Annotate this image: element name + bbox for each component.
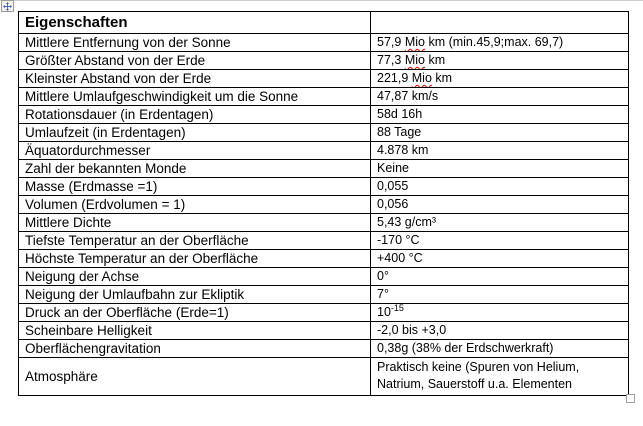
property-value-text: Praktisch keine (Spuren von Helium, (377, 360, 580, 374)
property-value-cell[interactable] (371, 106, 629, 124)
property-value-cell[interactable] (371, 358, 629, 396)
property-label: Mittlere Umlaufgeschwindigkeit um die Sonne (25, 89, 299, 104)
property-value-cell[interactable] (371, 52, 629, 70)
property-value-text: 58d 16h (377, 107, 423, 121)
property-value-text: -2,0 bis +3,0 (377, 323, 447, 337)
table-header-row (19, 12, 629, 34)
property-label-cell[interactable] (19, 196, 371, 214)
property-label-cell[interactable] (19, 160, 371, 178)
property-label: Volumen (Erdvolumen = 1) (25, 197, 186, 212)
table-resize-handle[interactable] (626, 394, 635, 403)
table-row (19, 250, 629, 268)
property-value-cell[interactable] (371, 34, 629, 52)
property-value-text: km (424, 53, 446, 67)
property-value-text: +400 °C (377, 251, 423, 265)
property-value-cell[interactable] (371, 142, 629, 160)
property-value-text: 0° (377, 269, 389, 283)
property-value-text: -15 (390, 303, 404, 313)
table-row (19, 340, 629, 358)
property-value-text: 5,43 g/cm³ (377, 215, 437, 229)
property-value-cell[interactable] (371, 232, 629, 250)
property-value-cell[interactable] (371, 340, 629, 358)
page-top-edge (0, 0, 643, 1)
table-row (19, 232, 629, 250)
property-value-cell[interactable] (371, 322, 629, 340)
table-row (19, 124, 629, 142)
property-value-cell[interactable] (371, 214, 629, 232)
table-header-label: Eigenschaften (25, 14, 128, 31)
property-value-text: Natrium, Sauerstoff u.a. Elementen (377, 377, 573, 391)
property-label: Tiefste Temperatur an der Oberfläche (25, 233, 249, 248)
property-value-text: 221,9 (377, 71, 412, 85)
property-value-cell[interactable] (371, 178, 629, 196)
table-move-handle[interactable] (1, 0, 14, 12)
table-row (19, 178, 629, 196)
property-value-text: 10 (377, 305, 391, 319)
property-label: Neigung der Achse (25, 269, 140, 284)
property-label: Mittlere Entfernung von der Sonne (25, 35, 231, 50)
property-label-cell[interactable] (19, 322, 371, 340)
table-row (19, 70, 629, 88)
property-label: Umlaufzeit (in Erdentagen) (25, 125, 186, 140)
property-value-cell[interactable] (371, 196, 629, 214)
property-value-text: 57,9 (377, 35, 405, 49)
table-row (19, 358, 629, 396)
properties-table-body (19, 34, 629, 396)
property-label-cell[interactable] (19, 358, 371, 396)
property-label-cell[interactable] (19, 124, 371, 142)
property-value-text: 7° (377, 287, 389, 301)
table-row (19, 286, 629, 304)
properties-table-container (18, 11, 628, 396)
table-row (19, 142, 629, 160)
table-row (19, 214, 629, 232)
table-header-cell[interactable] (19, 12, 371, 34)
property-value-cell[interactable] (371, 88, 629, 106)
property-value-cell[interactable] (371, 124, 629, 142)
properties-table (18, 11, 629, 396)
property-value-cell[interactable] (371, 304, 629, 322)
property-label: Zahl der bekannten Monde (25, 161, 187, 176)
property-label: Höchste Temperatur an der Oberfläche (25, 251, 259, 266)
table-row (19, 88, 629, 106)
property-value-text: 88 Tage (377, 125, 422, 139)
property-label: Neigung der Umlaufbahn zur Ekliptik (25, 287, 245, 302)
property-label: Scheinbare Helligkeit (25, 323, 152, 338)
property-value-text: Keine (377, 161, 409, 175)
property-value-cell[interactable] (371, 70, 629, 88)
table-row (19, 322, 629, 340)
property-label-cell[interactable] (19, 214, 371, 232)
property-value-text: 0,38g (38% der Erdschwerkraft) (377, 341, 554, 355)
table-row (19, 34, 629, 52)
property-value-text: 0,056 (377, 197, 409, 211)
table-row (19, 268, 629, 286)
property-value-cell[interactable] (371, 268, 629, 286)
property-value-text: 0,055 (377, 179, 409, 193)
misspelled-word: Mio (404, 35, 425, 49)
property-value-cell[interactable] (371, 250, 629, 268)
property-label-cell[interactable] (19, 52, 371, 70)
property-label: Mittlere Dichte (25, 215, 112, 230)
misspelled-word: Mio (404, 53, 425, 67)
property-label-cell[interactable] (19, 88, 371, 106)
property-label-cell[interactable] (19, 70, 371, 88)
four-way-move-arrow-icon (3, 2, 12, 11)
property-label: Oberflächengravitation (25, 341, 161, 356)
table-row (19, 160, 629, 178)
property-value-cell[interactable] (371, 286, 629, 304)
table-header-value-cell[interactable] (371, 12, 629, 34)
property-label-cell[interactable] (19, 106, 371, 124)
property-value-text: km (431, 71, 453, 85)
property-label: Atmosphäre (25, 368, 98, 384)
property-value-text: -170 °C (377, 233, 420, 247)
property-label: Kleinster Abstand von der Erde (25, 71, 212, 86)
property-label-cell[interactable] (19, 304, 371, 322)
table-row (19, 106, 629, 124)
property-label-cell[interactable] (19, 142, 371, 160)
property-label: Größter Abstand von der Erde (25, 53, 206, 68)
property-label: Druck an der Oberfläche (Erde=1) (25, 305, 229, 320)
table-row (19, 52, 629, 70)
property-label-cell[interactable] (19, 268, 371, 286)
property-label: Rotationsdauer (in Erdentagen) (25, 107, 214, 122)
table-row (19, 196, 629, 214)
property-label: Äquatordurchmesser (25, 143, 151, 158)
property-label-cell[interactable] (19, 178, 371, 196)
property-label-cell[interactable] (19, 250, 371, 268)
property-label-cell[interactable] (19, 232, 371, 250)
property-value-text: km (min.45,9;max. 69,7) (424, 35, 564, 49)
property-value-text: 77,3 (377, 53, 405, 67)
property-label-cell[interactable] (19, 34, 371, 52)
property-value-cell[interactable] (371, 160, 629, 178)
property-value-text: 47,87 km/s (377, 89, 439, 103)
misspelled-word: Mio (411, 71, 432, 85)
property-label-cell[interactable] (19, 340, 371, 358)
table-row (19, 304, 629, 322)
property-value-text: 4.878 km (377, 143, 429, 157)
property-label-cell[interactable] (19, 286, 371, 304)
property-label: Masse (Erdmasse =1) (25, 179, 158, 194)
